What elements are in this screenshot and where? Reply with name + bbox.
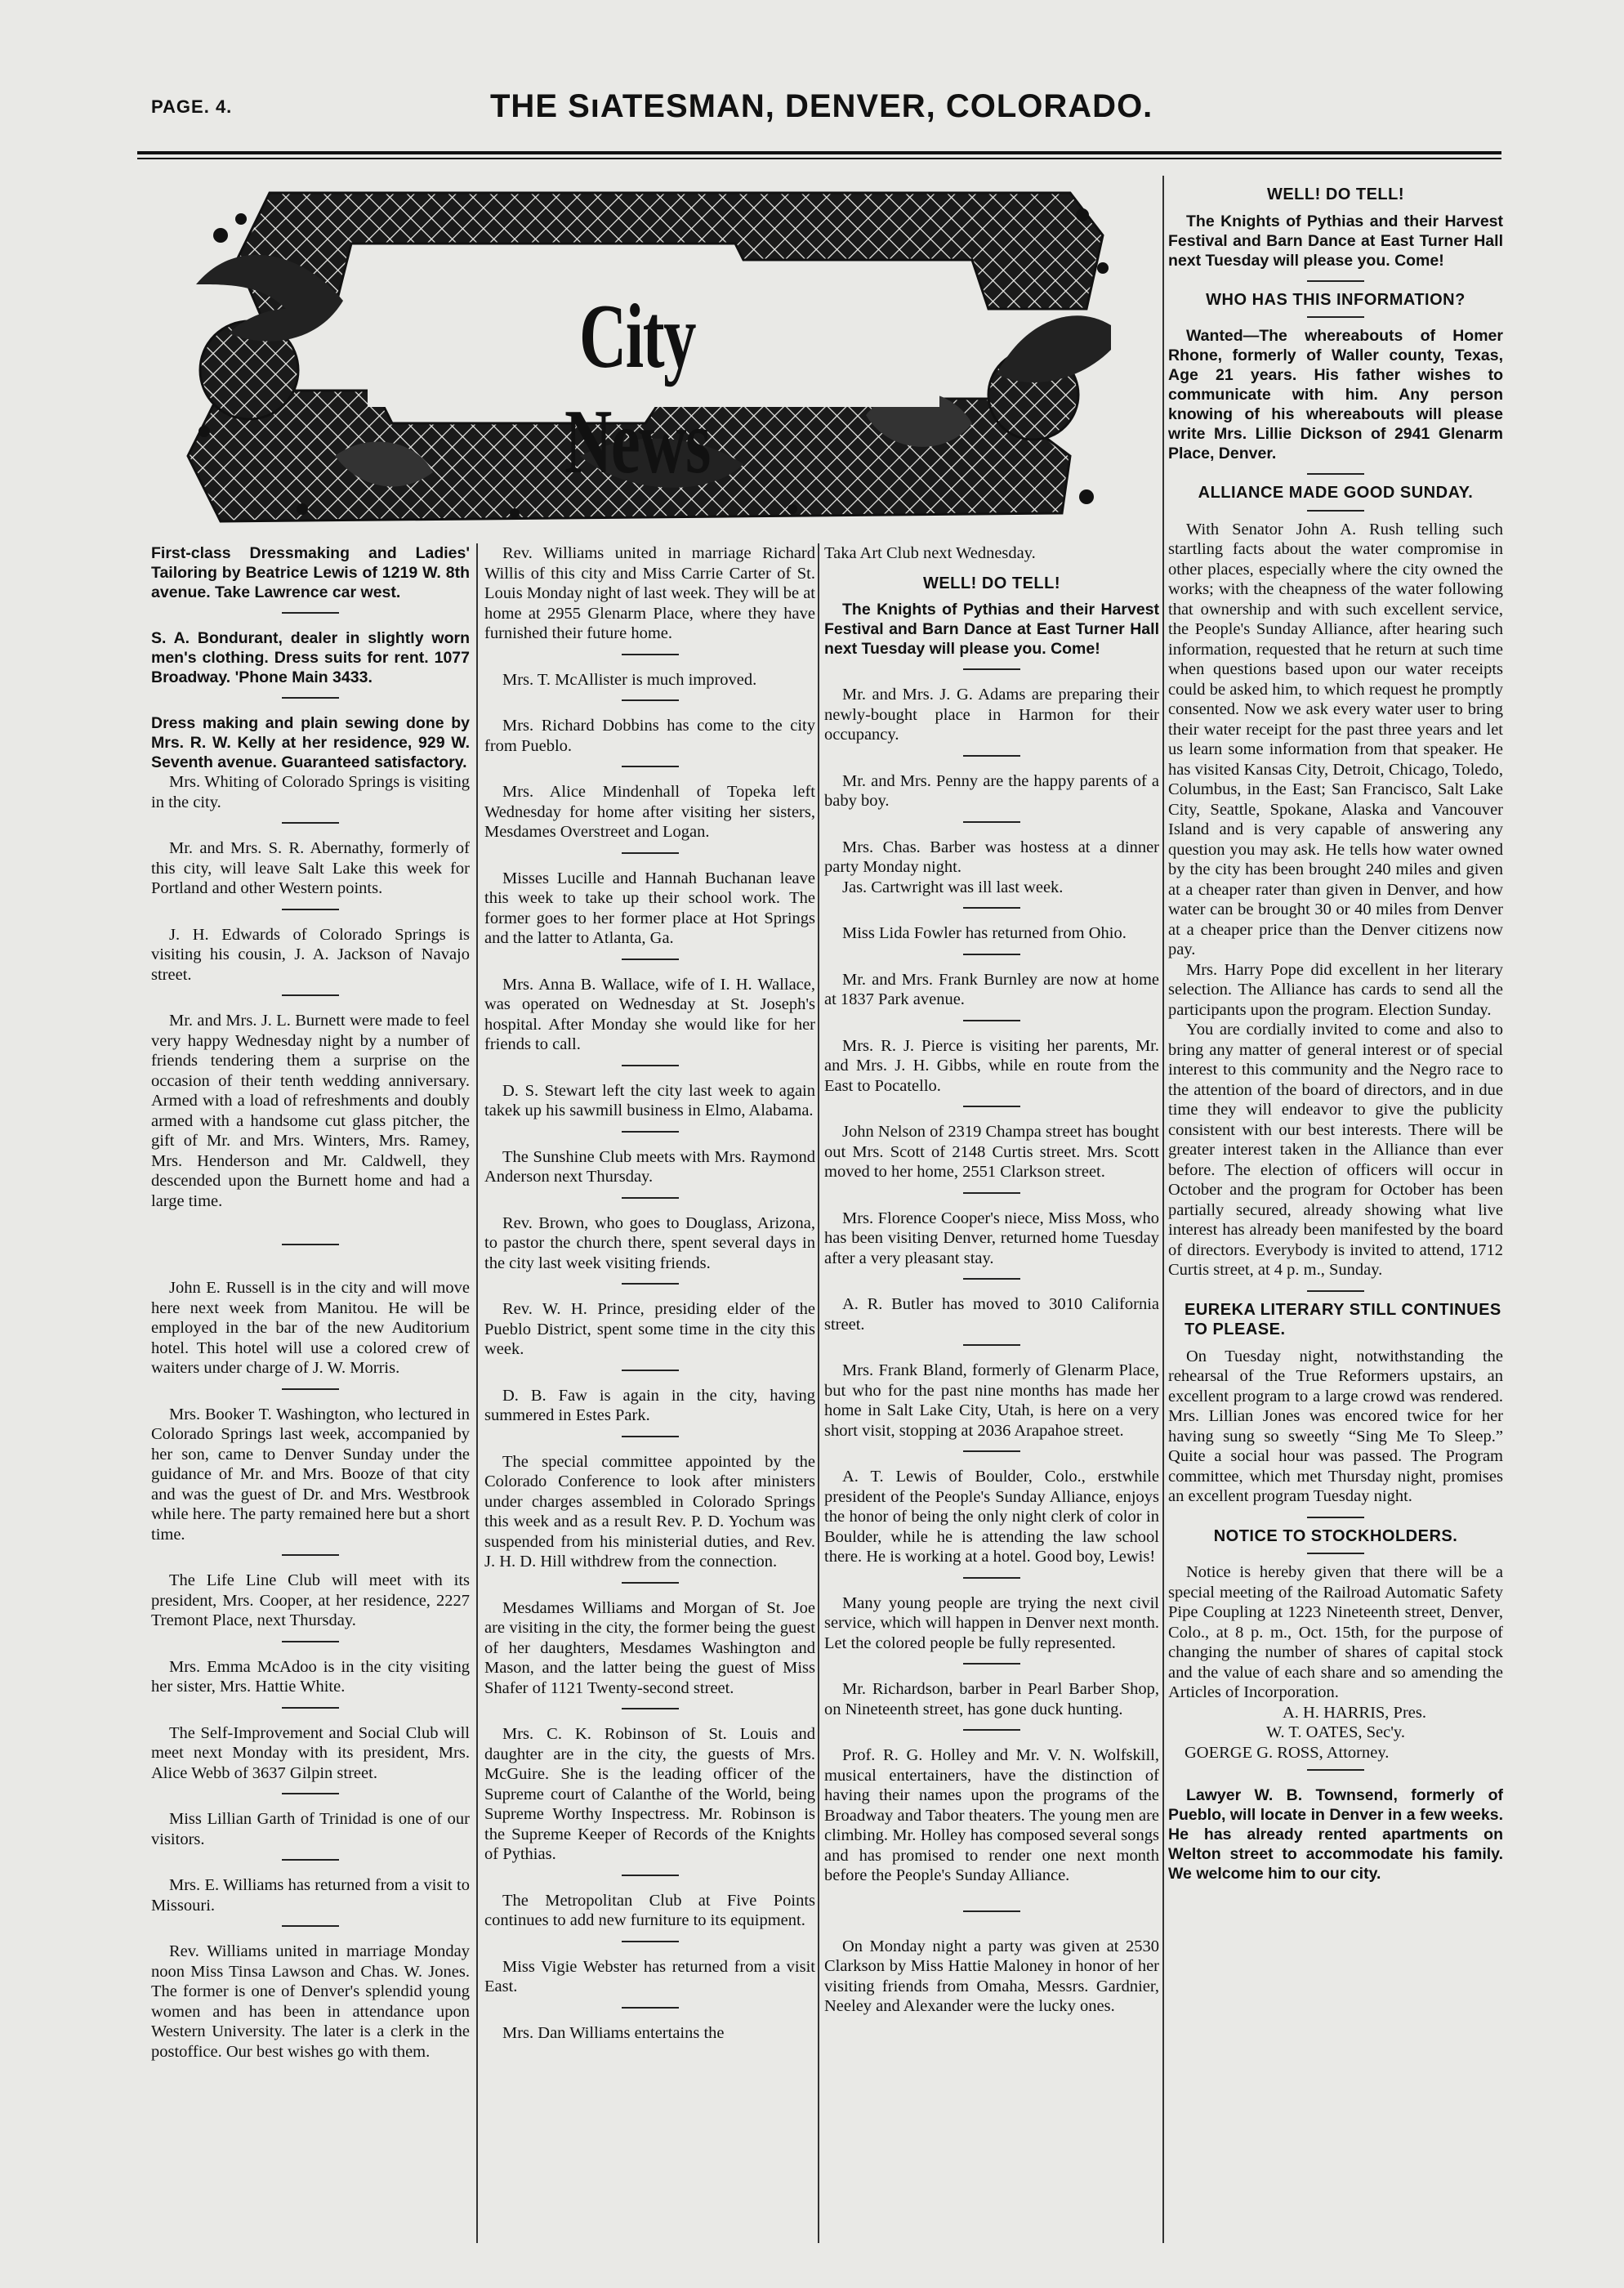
item-separator xyxy=(622,1131,679,1133)
news-item: Mrs. Whiting of Colorado Springs is visiting in the city. xyxy=(151,773,470,811)
article-paragraph: You are cordially invited to come and also to bring any matter of general interest or of special interest to this community and the Negro race to the attention of the board of directors, and in due time they will endeavor to give the publicity consistent with our best interests. There will be greater interest taken in the Alliance than ever before. The election of officers will occur in October and the program for October has been partially secured, already showing what live interest has already been manifested by the board of directors. Everybody is invited to attend, 1712 Curtis street, at 4 p. m., Sunday. xyxy=(1168,1021,1503,1279)
news-item: Miss Lida Fowler has returned from Ohio. xyxy=(842,924,1127,942)
news-item: Mr. and Mrs. J. L. Burnett were made to feel very happy Wednesday night by a number of friends tendering them a surprise on the occasion of their tenth wedding anniversary. Armed with a load of refreshments and doubly armed with a handsome cut glass pitcher, the gift of Mr. and Mrs. Winters, Mrs. Ramey, Mrs. Henderson and Mr. Caldwell, they descended upon the Burnett home and had a large time. xyxy=(151,1012,470,1210)
column-1 xyxy=(151,543,470,2071)
item-separator xyxy=(622,1582,679,1584)
item-separator xyxy=(282,1859,339,1861)
item-separator xyxy=(622,1065,679,1066)
item-separator xyxy=(282,822,339,824)
news-item: Mrs. Richard Dobbins has come to the city from Pueblo. xyxy=(484,717,815,755)
item-separator xyxy=(282,1554,339,1556)
item-separator xyxy=(622,1197,679,1199)
item-separator xyxy=(622,1941,679,1942)
item-separator xyxy=(622,699,679,701)
item-separator xyxy=(963,954,1020,955)
news-item: Prof. R. G. Holley and Mr. V. N. Wolfskill, musical entertainers, have the distinction of having their names upon the programs of the Broadway and Tabor theaters. The young men are climbing. Mr. Holley has composed several songs and has promised to render one next month before the People's Sunday Alliance. xyxy=(824,1746,1159,1884)
column-divider xyxy=(1162,176,1164,2243)
banner-title: City News xyxy=(564,286,710,493)
news-item: Rev. W. H. Prince, presiding elder of the Pueblo District, spent some time in the city this week. xyxy=(484,1300,815,1358)
item-separator xyxy=(622,1875,679,1876)
article-paragraph: With Senator John A. Rush telling such startling facts about the water compromise in other places, especially where the city owned the works; with the cheapness of the water following that ownership and with such excellent service, the People's Sunday Alliance, after hearing such information, requested that he return at such time when questions based upon our water receipts could be asked him, to which request he promptly consented. Now we ask every water user to bring their water receipt for the past three years and let us learn some information from that speaker. He has visited Kansas City, Detroit, Chicago, Toledo, Columbus, in the East; San Francisco, Salt Lake City, Seattle, Spokane, Alaska and Vancouver Island and is very capable of answering any question you may ask. He tells how water owned by the city has been brought 240 miles and given at a cheaper rater than given in Denver, and how water can be brought 30 or 40 miles from Denver at a cheaper price than the Denver citizens now pay. xyxy=(1168,520,1503,959)
item-separator xyxy=(963,1663,1020,1665)
wanted-notice: Wanted—The whereabouts of Homer Rhone, formerly of Waller county, Texas, Age 21 years. His father wishes to communicate with him. Any person knowing of his whereabouts will please write Mrs. Lillie Dickson of 2941 Glenarm Place, Denver. xyxy=(1168,327,1503,463)
item-separator xyxy=(963,1910,1020,1912)
news-item: Mrs. Florence Cooper's niece, Miss Moss, who has been visiting Denver, returned home Tuesday after a very pleasant stay. xyxy=(824,1209,1159,1267)
news-item: Mrs. R. J. Pierce is visiting her parents, Mr. and Mrs. J. H. Gibbs, while en route from the East to Pocatello. xyxy=(824,1036,1159,1095)
news-item: Mrs. Anna B. Wallace, wife of I. H. Wallace, was operated on Wednesday at St. Joseph's hospital. After Monday she would like for her friends to call. xyxy=(484,975,815,1053)
item-separator xyxy=(622,766,679,767)
news-item: Rev. Williams united in marriage Monday noon Miss Tinsa Lawson and Chas. W. Jones. The former is one of Denver's splendid young women and has been in attendance upon Western University. The later is a clerk in the postoffice. Our best wishes go with them. xyxy=(151,1942,470,2061)
news-item: J. H. Edwards of Colorado Springs is visiting his cousin, J. A. Jackson of Navajo street. xyxy=(151,925,470,984)
news-item: Mr. and Mrs. Frank Burnley are now at home at 1837 Park avenue. xyxy=(824,970,1159,1008)
item-separator xyxy=(1307,510,1364,512)
item-separator xyxy=(622,1436,679,1437)
section-heading: NOTICE TO STOCKHOLDERS. xyxy=(1213,1526,1458,1545)
item-separator xyxy=(963,1278,1020,1280)
item-separator xyxy=(1307,473,1364,475)
news-item: Many young people are trying the next civil service, which will happen in Denver next month. Let the colored people be fully represented. xyxy=(824,1593,1159,1652)
article-paragraph: Notice is hereby given that there will be a special meeting of the Railroad Automatic Safety Pipe Coupling at 1223 Nineteenth street, Denver, Colo., at 8 p. m., Oct. 15th, for the purpose of changing the number of shares of capital stock and the value of each share and so amending the Articles of Incorporation. xyxy=(1168,1563,1503,1701)
item-separator xyxy=(1307,280,1364,282)
news-item: Mrs. Alice Mindenhall of Topeka left Wednesday for home after visiting her sisters, Mesdames Overstreet and Logan. xyxy=(484,783,815,841)
item-separator xyxy=(1307,1769,1364,1771)
news-item: The Self-Improvement and Social Club will meet next Monday with its president, Mrs. Alice Webb of 3637 Gilpin street. xyxy=(151,1723,470,1782)
column-4 xyxy=(1168,180,1503,1893)
news-item: Mr. Richardson, barber in Pearl Barber Shop, on Nineteenth street, has gone duck hunting. xyxy=(824,1680,1159,1718)
news-item: John Nelson of 2319 Champa street has bought out Mrs. Scott of 2148 Curtis street. Mrs. Scott moved to her home, 2551 Clarkson street. xyxy=(824,1123,1159,1181)
item-separator xyxy=(1307,1290,1364,1292)
column-divider xyxy=(818,543,819,2243)
item-separator xyxy=(963,1192,1020,1194)
item-separator xyxy=(963,755,1020,757)
signature-line: A. H. HARRIS, Pres. xyxy=(1283,1703,1426,1722)
item-separator xyxy=(963,907,1020,909)
news-item: Taka Art Club next Wednesday. xyxy=(824,544,1036,562)
news-item: Mrs. Chas. Barber was hostess at a dinner party Monday night. xyxy=(824,838,1159,876)
pythias-notice: The Knights of Pythias and their Harvest Festival and Barn Dance at East Turner Hall next Tuesday will please you. Come! xyxy=(1168,212,1503,270)
signature-line: GOERGE G. ROSS, Attorney. xyxy=(1185,1743,1390,1762)
ad-dressmaking: First-class Dressmaking and Ladies' Tailoring by Beatrice Lewis of 1219 W. 8th avenue. Take Lawrence car west. xyxy=(151,544,470,601)
item-separator xyxy=(622,1708,679,1709)
page-number: PAGE. 4. xyxy=(151,96,233,117)
header-rule xyxy=(137,151,1501,154)
article-paragraph: Mrs. Harry Pope did excellent in her literary selection. The Alliance has cards to send all the participants upon the program. Election Sunday. xyxy=(1168,960,1503,1019)
news-item: A. R. Butler has moved to 3010 California street. xyxy=(824,1295,1159,1334)
item-separator xyxy=(622,2007,679,2009)
city-news-banner xyxy=(172,186,1123,530)
signature-line: W. T. OATES, Sec'y. xyxy=(1266,1723,1405,1741)
item-separator xyxy=(622,1370,679,1371)
item-separator xyxy=(963,1344,1020,1346)
news-item: Rev. Williams united in marriage Richard Willis of this city and Miss Carrie Carter of St. Louis Monday night of last week. They will be at home at 2955 Glenarm Place, where they have furnished their future home. xyxy=(484,544,815,642)
news-item: Mrs. Booker T. Washington, who lectured in Colorado Springs last week, accompanied by her son, came to Denver Sunday under the guidance of Mr. and Mrs. Booze of that city and was the guest of Dr. and Mrs. Westbrook while here. The party remained here but a short time. xyxy=(151,1405,470,1544)
section-heading: WHO HAS THIS INFORMATION? xyxy=(1206,290,1466,309)
item-separator xyxy=(282,1388,339,1390)
news-item: Mrs. Frank Bland, formerly of Glenarm Place, but who for the past nine months has made her home in Salt Lake City, Utah, is here on a very short visit, stopping at 2036 Arapahoe street. xyxy=(824,1361,1159,1440)
section-heading: WELL! DO TELL! xyxy=(1266,185,1405,203)
news-item: Mrs. T. McAllister is much improved. xyxy=(502,670,757,689)
news-item: Mrs. E. Williams has returned from a visit to Missouri. xyxy=(151,1876,470,1915)
section-heading: WELL! DO TELL! xyxy=(922,574,1061,592)
news-item: Miss Vigie Webster has returned from a visit East. xyxy=(484,1957,815,1995)
item-separator xyxy=(963,1020,1020,1021)
section-heading: EUREKA LITERARY STILL CONTINUES TO PLEASE. xyxy=(1185,1300,1501,1338)
news-item: Misses Lucille and Hannah Buchanan leave this week to take up their school work. The former goes to her former place at Hot Springs and the latter to Atlanta, Ga. xyxy=(484,869,815,947)
item-separator xyxy=(963,821,1020,823)
news-item: On Monday night a party was given at 2530 Clarkson by Miss Hattie Maloney in honor of her visiting friends from Omaha, Messrs. Gardnier, Neeley and Alexander were the lucky ones. xyxy=(824,1937,1159,2015)
item-separator xyxy=(282,909,339,910)
ad-bondurant: S. A. Bondurant, dealer in slightly worn men's clothing. Dress suits for rent. 1077 Broadway. 'Phone Main 3433. xyxy=(151,629,470,686)
item-separator xyxy=(963,1450,1020,1452)
news-item: The Sunshine Club meets with Mrs. Raymond Anderson next Thursday. xyxy=(484,1147,815,1186)
item-separator xyxy=(1307,316,1364,318)
item-separator xyxy=(282,697,339,699)
item-separator xyxy=(963,1106,1020,1107)
item-separator xyxy=(282,1244,339,1245)
article-paragraph: On Tuesday night, notwithstanding the rehearsal of the True Reformers upstairs, an excellent program to a large crowd was rendered. Mrs. Lillian Jones was encored twice for her having sung so sweetly “Sing Me To Sleep.” Quite a social hour was passed. The Program committee, which met Thursday night, promises an excellent program Tuesday night. xyxy=(1168,1347,1503,1505)
item-separator xyxy=(622,1283,679,1285)
masthead: THE SıATESMAN, DENVER, COLORADO. xyxy=(490,88,1153,124)
item-separator xyxy=(282,1925,339,1927)
item-separator xyxy=(282,1707,339,1709)
ad-kelly: Dress making and plain sewing done by Mrs. R. W. Kelly at her residence, 929 W. Seventh avenue. Guaranteed satisfactory. xyxy=(151,714,470,771)
item-separator xyxy=(1307,1553,1364,1554)
item-separator xyxy=(963,1729,1020,1731)
item-separator xyxy=(622,959,679,960)
news-item: Mrs. C. K. Robinson of St. Louis and daughter are in the city, the guests of Mrs. McGuire. She is the leading officer of the Supreme court of Calanthe of the World, being Supreme Worthy Inspectress. Mr. Robinson is the Supreme Keeper of Records of the Knights of Pythias. xyxy=(484,1725,815,1863)
news-item: Jas. Cartwright was ill last week. xyxy=(842,878,1064,896)
item-separator xyxy=(282,1793,339,1794)
news-item: Mesdames Williams and Morgan of St. Joe are visiting in the city, the former being the guest of her daughters, Mesdames Washington and Mason, and the latter being the guest of Miss Shafer of 1121 Twenty-second street. xyxy=(484,1598,815,1697)
news-item: D. B. Faw is again in the city, having summered in Estes Park. xyxy=(484,1386,815,1424)
news-item: Mr. and Mrs. Penny are the happy parents of a baby boy. xyxy=(824,771,1159,810)
item-separator xyxy=(282,612,339,614)
news-item: Mrs. Dan Williams entertains the xyxy=(502,2023,725,2042)
news-item: John E. Russell is in the city and will move here next week from Manitou. He will be employed in the bar of the new Auditorium hotel. This hotel will use a colored crew of waiters under charge of J. W. Morris. xyxy=(151,1279,470,1377)
news-item: The Life Line Club will meet with its president, Mrs. Cooper, at her residence, 2227 Tremont Place, next Thursday. xyxy=(151,1571,470,1629)
item-separator xyxy=(963,1577,1020,1579)
item-separator xyxy=(963,668,1020,670)
section-heading: ALLIANCE MADE GOOD SUNDAY. xyxy=(1198,484,1474,502)
header-rule-thin xyxy=(137,158,1501,159)
item-separator xyxy=(1307,1517,1364,1518)
news-item: Mrs. Emma McAdoo is in the city visiting her sister, Mrs. Hattie White. xyxy=(151,1657,470,1696)
pythias-notice: The Knights of Pythias and their Harvest Festival and Barn Dance at East Turner Hall next Tuesday will please you. Come! xyxy=(824,601,1159,658)
column-divider xyxy=(476,543,478,2243)
news-item: D. S. Stewart left the city last week to again takek up his sawmill business in Elmo, Alabama. xyxy=(484,1081,815,1119)
news-item: Mr. and Mrs. S. R. Abernathy, formerly of this city, will leave Salt Lake this week for Portland and other Western points. xyxy=(151,839,470,897)
townsend-notice: Lawyer W. B. Townsend, formerly of Pueblo, will locate in Denver in a few weeks. He has already rented apartments on Welton street to accommodate his family. We welcome him to our city. xyxy=(1168,1786,1503,1883)
column-3 xyxy=(824,543,1159,2027)
news-item: A. T. Lewis of Boulder, Colo., erstwhile president of the People's Sunday Alliance, enjoys the honor of being the only night clerk of color in Boulder, while he is attending the law school there. He is working at a hotel. Good boy, Lewis! xyxy=(824,1468,1159,1566)
news-item: Rev. Brown, who goes to Douglass, Arizona, to pastor the church there, spent several days in the city last week visiting friends. xyxy=(484,1213,815,1272)
item-separator xyxy=(622,852,679,854)
item-separator xyxy=(622,654,679,655)
news-item: The special committee appointed by the Colorado Conference to look after ministers under charges assembled in Colorado Springs this week and as a result Rev. P. D. Yochum was suspended from his ministerial duties, and Rev. J. H. D. Hill withdrew from the connection. xyxy=(484,1452,815,1571)
item-separator xyxy=(282,1641,339,1642)
column-2 xyxy=(484,543,815,2053)
item-separator xyxy=(282,994,339,996)
news-item: Mr. and Mrs. J. G. Adams are preparing their newly-bought place in Harmon for their occupancy. xyxy=(824,686,1159,744)
news-item: Miss Lillian Garth of Trinidad is one of our visitors. xyxy=(151,1810,470,1848)
news-item: The Metropolitan Club at Five Points continues to add new furniture to its equipment. xyxy=(484,1891,815,1929)
